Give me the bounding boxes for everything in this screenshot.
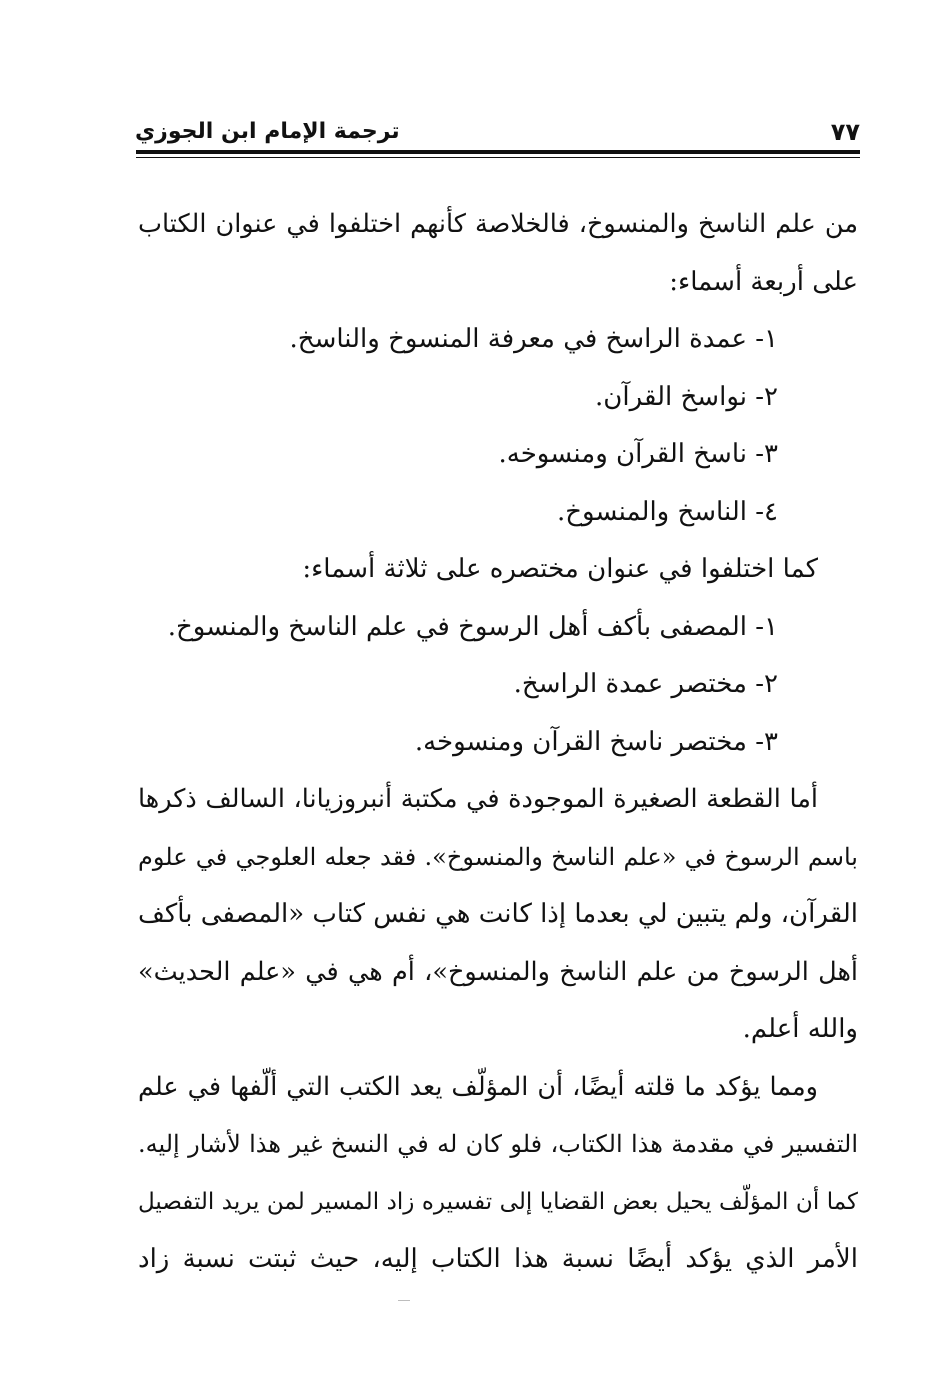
text-line: على أربعة أسماء: (669, 266, 858, 297)
text-line: التفسير في مقدمة هذا الكتاب، فلو كان له في النسخ غير هذا لأشار إليه. (138, 1130, 858, 1158)
header-rule-thick (136, 150, 860, 154)
list-item: ٢- نواسخ القرآن. (595, 381, 778, 412)
text-line: والله أعلم. (742, 1014, 858, 1044)
body-text (138, 196, 858, 1289)
page-header (136, 118, 860, 154)
list-item: ٤- الناسخ والمنسوخ. (556, 496, 778, 527)
list-item: ١- المصفى بأكف أهل الرسوخ في علم الناسخ والمنسوخ. (167, 611, 778, 642)
list-item: ٢- مختصر عمدة الراسخ. (513, 669, 778, 699)
list-item: ١- عمدة الراسخ في معرفة المنسوخ والناسخ. (289, 324, 778, 354)
page-number: ٧٧ (830, 118, 860, 146)
text-line: ومما يؤكد ما قلته أيضًا، أن المؤلّف يعد الكتب التي ألّفها في علم (138, 1071, 818, 1102)
text-line: أهل الرسوخ من علم الناسخ والمنسوخ»، أم هي في «علم الحديث» (138, 956, 858, 987)
text-line: القرآن، ولم يتبين لي بعدما إذا كانت هي نفس كتاب «المصفى بأكف (138, 899, 858, 929)
running-title: ترجمة الإمام ابن الجوزي (135, 119, 400, 144)
list-item: ٣- مختصر ناسخ القرآن ومنسوخه. (414, 726, 778, 757)
text-line: باسم الرسوخ في «علم الناسخ والمنسوخ». فقد جعله العلوجي في علوم (138, 842, 858, 871)
text-line: كما اختلفوا في عنوان مختصره على ثلاثة أسماء: (302, 554, 818, 584)
text-line: الأمر الذي يؤكد أيضًا نسبة هذا الكتاب إليه، حيث ثبتت نسبة زاد (138, 1244, 858, 1274)
header-rule-thin (136, 157, 860, 158)
list-item: ٣- ناسخ القرآن ومنسوخه. (498, 439, 778, 469)
text-line: من علم الناسخ والمنسوخ، فالخلاصة كأنهم اختلفوا في عنوان الكتاب (138, 209, 858, 239)
text-line: كما أن المؤلّف يحيل بعض القضايا إلى تفسيره زاد المسير لمن يريد التفصيل (138, 1188, 858, 1215)
scan-mark (398, 1300, 410, 1301)
text-line: أما القطعة الصغيرة الموجودة في مكتبة أنبروزيانا، السالف ذكرها (138, 784, 818, 814)
